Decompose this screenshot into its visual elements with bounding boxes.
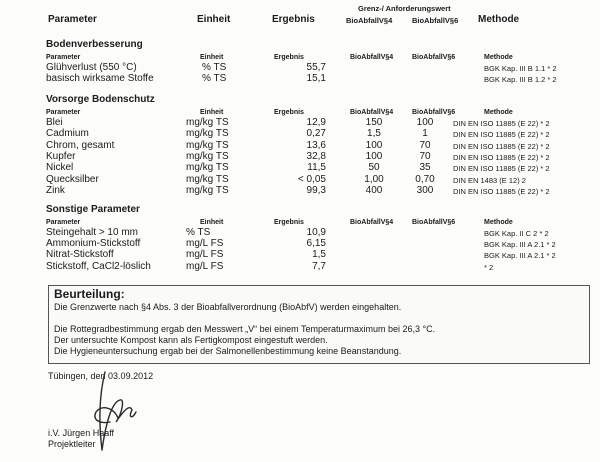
row-limit-bio6: 1 xyxy=(422,128,428,140)
row-limit-bio4: 100 xyxy=(365,150,383,162)
sub-header-bio6: BioAbfallV§6 xyxy=(412,109,456,116)
row-result: < 0,05 xyxy=(297,173,326,185)
sub-header-parameter: Parameter xyxy=(46,54,81,61)
row-method: DIN EN ISO 11885 (E 22) * 2 xyxy=(453,152,550,162)
section-title-bodenverbesserung: Bodenverbesserung xyxy=(46,39,143,50)
evaluation-title: Beurteilung: xyxy=(54,287,125,301)
evaluation-line: Der untersuchte Kompost kann als Fertigkompost eingestuft werden. xyxy=(54,335,328,345)
row-limit-bio6: 70 xyxy=(419,139,431,151)
sub-header-bio6: BioAbfallV§6 xyxy=(412,54,456,61)
row-limit-bio4: 100 xyxy=(365,139,383,151)
sub-header-methode: Methode xyxy=(484,54,513,61)
row-parameter: Stickstoff, CaCl2-löslich xyxy=(46,260,151,272)
row-unit: % TS xyxy=(202,73,227,84)
row-parameter: Zink xyxy=(46,184,65,196)
row-result: 55,7 xyxy=(306,62,326,73)
section-title-sonstige: Sonstige Parameter xyxy=(46,204,140,215)
row-parameter: Nickel xyxy=(46,162,74,174)
row-method: DIN EN ISO 11885 (E 22) * 2 xyxy=(453,119,550,128)
row-unit: mg/kg TS xyxy=(186,150,229,162)
row-result: 99,3 xyxy=(306,184,326,196)
row-parameter: Quecksilber xyxy=(46,173,99,185)
evaluation-line: Die Rottegradbestimmung ergab den Messwert „V“ bei einem Temperaturmaximum bei 26,3 °C. xyxy=(54,324,436,334)
section-title-vorsorge: Vorsorge Bodenschutz xyxy=(46,94,155,105)
sub-header-bio6: BioAbfallV§6 xyxy=(412,219,456,226)
sub-header-bio4: BioAbfallV§4 xyxy=(350,109,394,116)
sub-header-einheit: Einheit xyxy=(200,54,224,61)
row-limit-bio4: 400 xyxy=(365,184,383,196)
row-result: 15,1 xyxy=(306,73,326,84)
header-ergebnis: Ergebnis xyxy=(272,14,315,25)
header-bio6: BioAbfallV§6 xyxy=(412,16,459,25)
row-method: BGK Kap. III B 1.2 * 2 xyxy=(484,75,557,84)
row-unit: mg/kg TS xyxy=(186,162,229,174)
row-result: 32,8 xyxy=(306,150,326,162)
row-parameter: Chrom, gesamt xyxy=(46,139,115,151)
row-result: 11,5 xyxy=(307,162,326,174)
row-unit: mg/kg TS xyxy=(186,139,229,151)
row-parameter: Steingehalt > 10 mm xyxy=(46,227,138,238)
row-unit: mg/kg TS xyxy=(186,173,229,185)
row-unit: % TS xyxy=(202,62,227,73)
row-method: BGK Kap. III A 2.1 * 2 xyxy=(484,240,556,250)
row-method: DIN EN ISO 11885 (E 22) * 2 xyxy=(453,130,550,140)
row-limit-bio6: 70 xyxy=(419,150,431,162)
header-bio4: BioAbfallV§4 xyxy=(346,16,393,25)
header-einheit: Einheit xyxy=(197,14,231,25)
row-parameter: Ammonium-Stickstoff xyxy=(46,238,141,250)
sub-header-parameter: Parameter xyxy=(46,219,81,226)
signer-name: i.V. Jürgen Haaff xyxy=(48,428,115,438)
row-parameter: Cadmium xyxy=(46,128,89,140)
row-limit-bio4: 1,5 xyxy=(367,128,381,140)
row-method: * 2 xyxy=(484,262,494,272)
header-parameter: Parameter xyxy=(48,14,97,25)
sub-header-bio4: BioAbfallV§4 xyxy=(350,219,394,226)
sub-header-einheit: Einheit xyxy=(200,219,224,226)
row-limit-bio4: 150 xyxy=(365,117,383,128)
row-parameter: Blei xyxy=(46,117,63,128)
sub-header-bio4: BioAbfallV§4 xyxy=(350,54,394,61)
row-result: 13,6 xyxy=(306,139,326,151)
row-unit: % TS xyxy=(186,227,211,238)
sub-header-einheit: Einheit xyxy=(200,109,224,116)
row-result: 0,27 xyxy=(306,128,326,140)
row-method: DIN EN ISO 11885 (E 22) * 2 xyxy=(453,141,550,151)
row-unit: mg/kg TS xyxy=(186,117,229,128)
row-limit-bio4: 1,00 xyxy=(364,173,384,185)
row-limit-bio6: 100 xyxy=(416,117,434,128)
row-limit-bio6: 35 xyxy=(419,162,431,174)
header-methode: Methode xyxy=(478,14,520,25)
row-unit: mg/kg TS xyxy=(186,128,229,140)
row-limit-bio6: 300 xyxy=(416,184,434,196)
place-date: Tübingen, den 03.09.2012 xyxy=(48,371,154,381)
evaluation-line: Die Grenzwerte nach §4 Abs. 3 der Bioabfallverordnung (BioAbfV) werden eingehalten. xyxy=(54,302,402,312)
row-result: 7,7 xyxy=(312,260,326,272)
row-result: 10,9 xyxy=(306,227,326,238)
row-method: BGK Kap. III A 2.1 * 2 xyxy=(484,251,556,261)
row-parameter: Nitrat-Stickstoff xyxy=(46,249,114,261)
row-unit: mg/kg TS xyxy=(186,184,229,196)
row-result: 6,15 xyxy=(306,238,326,250)
row-parameter: Glühverlust (550 °C) xyxy=(46,62,137,73)
row-parameter: basisch wirksame Stoffe xyxy=(46,73,154,84)
row-result: 1,5 xyxy=(312,249,326,261)
sub-header-ergebnis: Ergebnis xyxy=(274,219,304,226)
header-grenzwert: Grenz-/ Anforderungswert xyxy=(358,4,451,13)
row-unit: mg/L FS xyxy=(186,260,224,272)
row-unit: mg/L FS xyxy=(186,238,224,250)
sub-header-methode: Methode xyxy=(484,219,513,226)
row-method: BGK Kap. III B 1.1 * 2 xyxy=(484,64,557,73)
row-limit-bio4: 50 xyxy=(368,162,380,174)
row-method: DIN EN ISO 11885 (E 22) * 2 xyxy=(453,186,550,196)
sub-header-ergebnis: Ergebnis xyxy=(274,54,304,61)
evaluation-box xyxy=(48,285,590,364)
row-limit-bio6: 0,70 xyxy=(415,173,435,185)
row-method: DIN EN ISO 11885 (E 22) * 2 xyxy=(453,164,550,174)
row-unit: mg/L FS xyxy=(186,249,224,261)
sub-header-methode: Methode xyxy=(484,109,513,116)
signer-role: Projektleiter xyxy=(48,439,96,449)
evaluation-line: Die Hygieneuntersuchung ergab bei der Salmonellenbestimmung keine Beanstandung. xyxy=(54,346,402,356)
row-parameter: Kupfer xyxy=(46,150,76,162)
row-result: 12,9 xyxy=(306,117,326,128)
sub-header-ergebnis: Ergebnis xyxy=(274,109,304,116)
sub-header-parameter: Parameter xyxy=(46,109,81,116)
row-method: DIN EN 1483 (E 12) 2 xyxy=(453,175,526,185)
row-method: BGK Kap. II C 2 * 2 xyxy=(484,229,549,238)
